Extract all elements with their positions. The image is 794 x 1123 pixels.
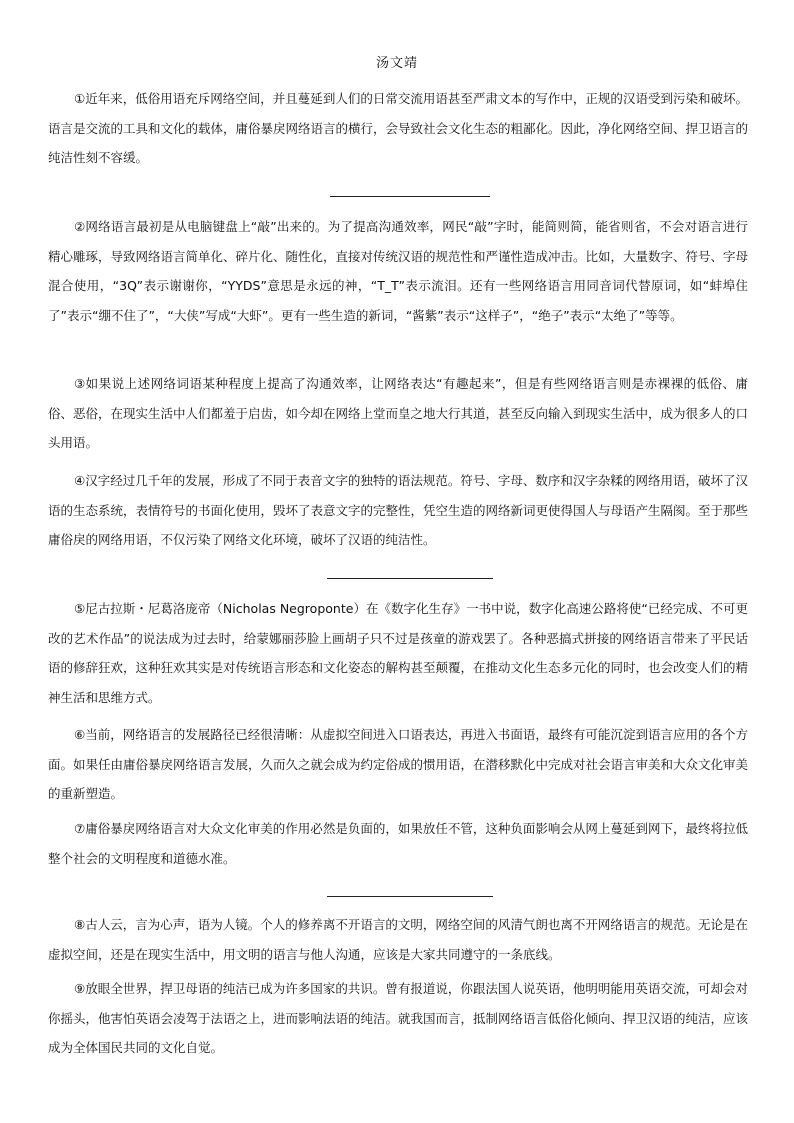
page-title: 汤文靖	[375, 56, 418, 71]
paragraph-4: ④汉字经过几千年的发展，形成了不同于表音文字的独特的语法规范。符号、字母、数序和汉字杂糅的网络用语，破坏了汉语的生态系统，表情符号的书面化使用，毁坏了表意文字的完整性，凭空生造的网络新词更使得国人与母语产生隔阂。至于那些庸俗戾的网络用语，不仅污染了网络文化环境，破坏了汉语的纯洁性。	[48, 473, 749, 547]
paragraph-7: ⑦庸俗暴戾网络语言对大众文化审美的作用必然是负面的，如果放任不管，这种负面影响会从网上蔓延到网下，最终将拉低整个社会的文明程度和道德水准。	[48, 821, 748, 866]
paragraph-3: ③如果说上述网络词语某种程度上提高了沟通效率，让网络表达“有趣起来”，但是有些网络语言则是赤裸裸的低俗、庸俗、恶俗，在现实生活中人们都羞于启齿，如今却在网络上堂而皇之地大行其道，甚至反向输入到现实生活中，成为很多人的口头用语。	[48, 376, 749, 450]
paragraph-1: ①近年来，低俗用语充斥网络空间，并且蔓延到人们的日常交流用语甚至严肃文本的写作中，正规的汉语受到污染和破坏。语言是交流的工具和文化的载体，庸俗暴戾网络语言的横行，会导致社会文化生态的粗鄙化。因此，净化网络空间、捍卫语言的纯洁性刻不容缓。	[48, 91, 749, 165]
fill-in-blank-line-3	[327, 896, 493, 897]
fill-in-blank-line-2	[327, 578, 493, 579]
paragraph-2: ②网络语言最初是从电脑键盘上“敲”出来的。为了提高沟通效率，网民“敲”字时，能简则简，能省则省，不会对语言进行精心雕琢，导致网络语言简单化、碎片化、随性化，直接对传统汉语的规范性和严谨性造成冲击。比如，大量数字、符号、字母混合使用，“3Q”表示谢谢你，“YYDS”意思是永远的神，“T_T”表示流泪。还有一些网络语言用同音词代替原词，如“蚌埠住了”表示“绷不住了”，“大侠”写成“大虾”。更有一些生造的新词，“酱紫”表示“这样子”，“绝子”表示“太绝了”等等。	[48, 219, 749, 323]
paragraph-5: ⑤尼古拉斯・尼葛洛庞帝（Nicholas Negroponte）在《数字化生存》一书中说，数字化高速公路将使“已经完成、不可更改的艺术作品”的说法成为过去时，给蒙娜丽莎脸上画胡子只不过是孩童的游戏罢了。各种恶搞式拼接的网络语言带来了平民话语的修辞狂欢，这种狂欢其实是对传统语言形态和文化姿态的解构甚至颠覆，在推动文化生态多元化的同时，也会改变人们的精神生活和思维方式。	[48, 601, 749, 705]
fill-in-blank-line-1	[330, 196, 490, 197]
paragraph-8: ⑧古人云，言为心声，语为人镜。个人的修养离不开语言的文明，网络空间的风清气朗也离不开网络语言的规范。无论是在虚拟空间，还是在现实生活中，用文明的语言与他人沟通，应该是大家共同遵守的一条底线。	[48, 917, 748, 962]
paragraph-9: ⑨放眼全世界，捍卫母语的纯洁已成为许多国家的共识。曾有报道说，你跟法国人说英语，他明明能用英语交流，可却会对你摇头，他害怕英语会凌驾于法语之上，进而影响法语的纯洁。就我国而言，抵制网络语言低俗化倾向、捍卫汉语的纯洁，应该成为全体国民共同的文化自觉。	[48, 981, 749, 1055]
paragraph-6: ⑥当前，网络语言的发展路径已经很清晰：从虚拟空间进入口语表达，再进入书面语，最终有可能沉淀到语言应用的各个方面。如果任由庸俗暴戾网络语言发展，久而久之就会成为约定俗成的惯用语，在潜移默化中完成对社会语言审美和大众文化审美的重新塑造。	[48, 727, 749, 801]
